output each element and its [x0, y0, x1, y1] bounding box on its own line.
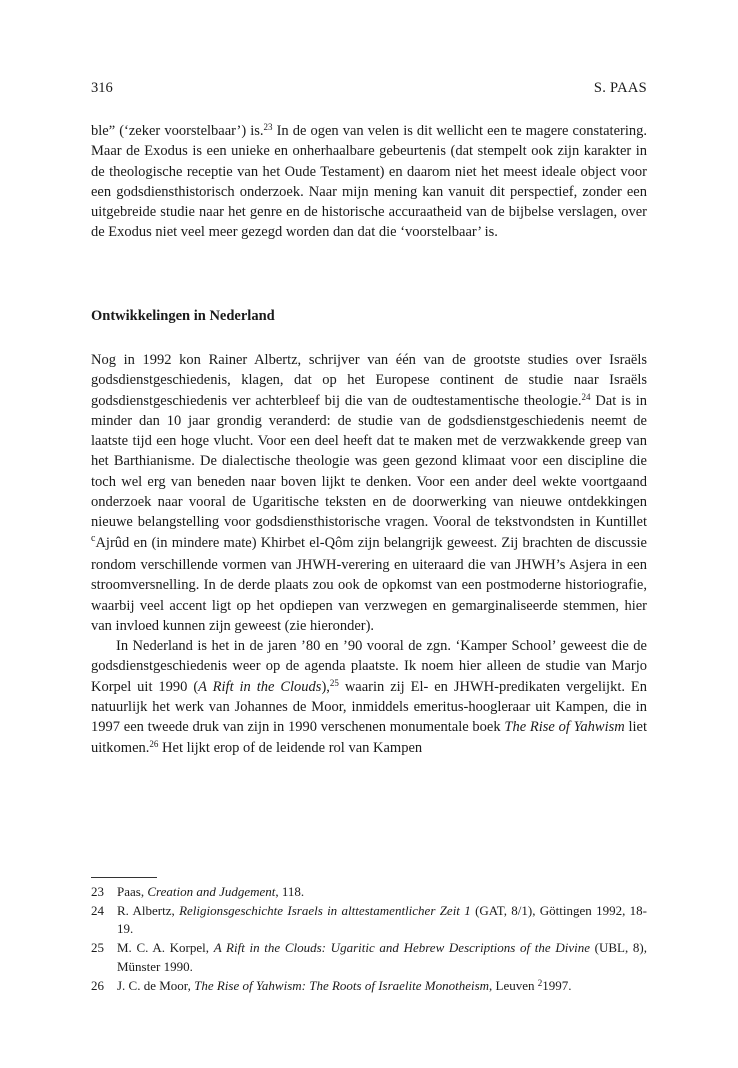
- section-heading: Ontwikkelingen in Nederland: [91, 308, 275, 324]
- footnote-ref-23[interactable]: 23: [263, 122, 273, 132]
- running-header: [91, 80, 647, 100]
- footnote-divider: [91, 877, 157, 878]
- ayin-superscript: c: [91, 532, 96, 544]
- footnote-25: 25 M. C. A. Korpel, A Rift in the Clouds: Ugaritic and Hebrew Descriptions of the Divine (UBL, 8), Münster 1990.: [91, 940, 647, 974]
- paragraph-albertz: Nog in 1992 kon Rainer Albertz, schrijver van één van de grootste studies over Israëls godsdienstgeschiedenis, klagen, dat op het Europese continent de studie naar Israëls godsdienstgeschiedenis ver achterbleef bij die van de oudtestamentische theologie.$^{24}$ Dat is in minder dan 10 jaar grondig veranderd: de studie van de godsdienstgeschiedenis neemt de laatste tijd een hoge vlucht. Voor een deel heeft dat te maken met de verzwakkende greep van het Barthianisme. De dialectische theologie was geen gezond klimaat voor een discipline die toch wel erg van beneden naar boven lijkt te denken. Voor een ander deel wekte voortgaand onderzoek naar vooral de Ugaritische teksten en de doorwerking van nieuwe ontdekkingen nieuwe belangstelling voor godsdiensthistorische vragen. Vooral de tekstvondsten in Kuntillet $^c$Ajrûd en (in mindere mate) Khirbet el-Qôm zijn belangrijk geweest. Zij brachten de discussie rondom verschillende vormen van JHWH-verering en uiteraard die van JHWH’s Asjera in een stroomversnelling. In de derde plaats zou ook de opkomst van een postmoderne historiografie, waarbij veel accent ligt op het opdiepen van verzwegen en gemarginaliseerde stemmen, hier van invloed kunnen zijn geweest (zie hieronder).: [91, 352, 647, 634]
- footnotes: [91, 883, 647, 995]
- title-rift-in-the-clouds: A Rift in the Clouds: [198, 678, 322, 695]
- footnote-23: 23 Paas, Creation and Judgement, 118.: [91, 884, 305, 899]
- footnote-ref-26[interactable]: 26: [149, 738, 159, 749]
- footnote-ref-24[interactable]: 24: [581, 391, 591, 402]
- footnote-26: 26 J. C. de Moor, The Rise of Yahwism: The Roots of Israelite Monotheism, Leuven $^2$1997.: [91, 977, 572, 993]
- page-number: 316: [91, 80, 113, 96]
- title-rise-of-yahwism: The Rise of Yahwism: [504, 719, 625, 736]
- footnote-24: 24 R. Albertz, Religionsgeschichte Israels in alttestamentlicher Zeit 1 (GAT, 8/1), Göttingen 1992, 18-19.: [91, 902, 648, 937]
- section-body: [91, 350, 647, 758]
- paragraph-kamper-school: In Nederland is het in de jaren ’80 en ’90 vooral de zgn. ‘Kamper School’ geweest die de godsdienstgeschiedenis weer op de agenda plaatste. Ik noem hier alleen de studie van Marjo Korpel uit 1990 (A Rift in the Clouds),$^{25}$ waarin zij El- en JHWH-predikaten vergelijkt. En natuurlijk het werk van Johannes de Moor, inmiddels emeritus-hoogleraar uit Kampen, die in 1997 een tweede druk van zijn in 1990 verschenen monumentale boek The Rise of Yahwism liet uitkomen.$^{26}$ Het lijkt erop of de leidende rol van Kampen: [91, 638, 648, 756]
- running-head-author: S. PAAS: [593, 80, 647, 96]
- paragraph-exodus-conclusion: ble” (‘zeker voorstelbaar’) is.$^{23}$ In de ogen van velen is dit wellicht een te magere constatering. Maar de Exodus is een unieke en onherhaalbare gebeurtenis (dat stempelt ook zijn karakter in de theologische receptie van het Oude Testament) en daarom niet het meest ideale object voor een godsdiensthistorisch onderzoek. Naar mijn mening kan vanuit dit perspectief, zonder een uitgebreide studie naar het genre en de historische accuraatheid van de bijbelse verslagen, over de Exodus niet veel meer gezegd worden dan dat die ‘voorstelbaar’ is.: [91, 122, 647, 241]
- footnote-ref-25[interactable]: 25: [329, 677, 339, 688]
